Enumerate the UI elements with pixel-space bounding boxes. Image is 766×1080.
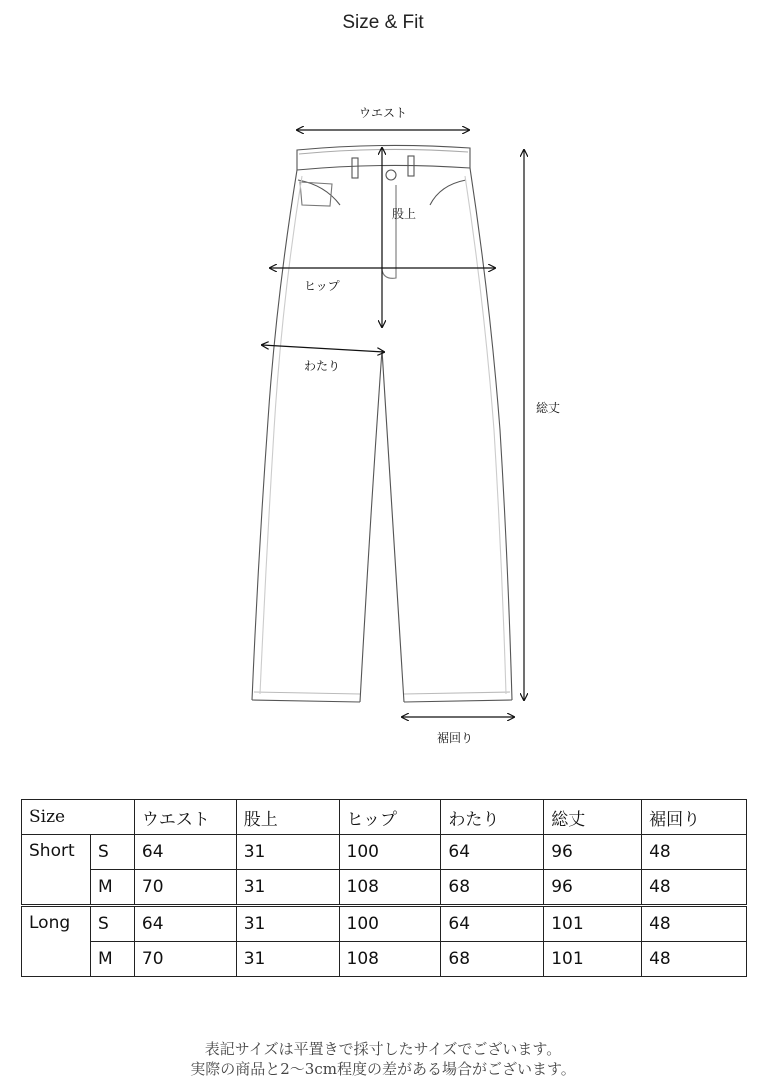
hem-label: 裾回り [437, 731, 474, 745]
value-cell: 64 [441, 835, 544, 870]
value-cell: 64 [134, 835, 236, 870]
header-cell: ヒップ [339, 800, 441, 835]
value-cell: 70 [134, 942, 236, 977]
value-cell: 101 [544, 906, 642, 942]
value-cell: 64 [441, 906, 544, 942]
hip-label: ヒップ [304, 279, 340, 293]
measurement-note: 表記サイズは平置きで採寸したサイズでございます。 [204, 1040, 562, 1058]
size-cell: M [90, 870, 134, 906]
value-cell: 96 [544, 835, 642, 870]
value-cell: 31 [236, 942, 339, 977]
value-cell: 48 [642, 870, 747, 906]
table-row [22, 906, 747, 942]
value-cell: 70 [134, 870, 236, 906]
value-cell: 108 [339, 942, 441, 977]
value-cell: 48 [642, 942, 747, 977]
waist-label: ウエスト [358, 106, 408, 120]
variance-note: 実際の商品と2〜3cm程度の差がある場合がございます。 [190, 1060, 576, 1078]
table-header-row [22, 800, 747, 835]
size-cell: S [90, 835, 134, 870]
table-row [22, 942, 747, 977]
thigh-label: わたり [304, 359, 341, 373]
size-cell: M [90, 942, 134, 977]
size-table [21, 799, 747, 977]
value-cell: 108 [339, 870, 441, 906]
value-cell: 101 [544, 942, 642, 977]
length-label: 総丈 [536, 401, 561, 415]
value-cell: 31 [236, 870, 339, 906]
group-label: Short [22, 835, 91, 906]
value-cell: 31 [236, 906, 339, 942]
page-title: Size & Fit [342, 12, 424, 33]
value-cell: 100 [339, 835, 441, 870]
header-cell: 裾回り [642, 800, 747, 835]
rise-label: 股上 [392, 207, 417, 221]
value-cell: 68 [441, 870, 544, 906]
header-cell: 股上 [236, 800, 339, 835]
table-row [22, 835, 747, 870]
header-cell: ウエスト [134, 800, 236, 835]
group-label: Long [22, 906, 91, 977]
value-cell: 31 [236, 835, 339, 870]
table-row [22, 870, 747, 906]
header-cell: 総丈 [544, 800, 642, 835]
value-cell: 96 [544, 870, 642, 906]
header-cell: わたり [441, 800, 544, 835]
value-cell: 48 [642, 906, 747, 942]
value-cell: 64 [134, 906, 236, 942]
value-cell: 48 [642, 835, 747, 870]
header-cell: Size [22, 800, 135, 835]
value-cell: 100 [339, 906, 441, 942]
value-cell: 68 [441, 942, 544, 977]
size-cell: S [90, 906, 134, 942]
